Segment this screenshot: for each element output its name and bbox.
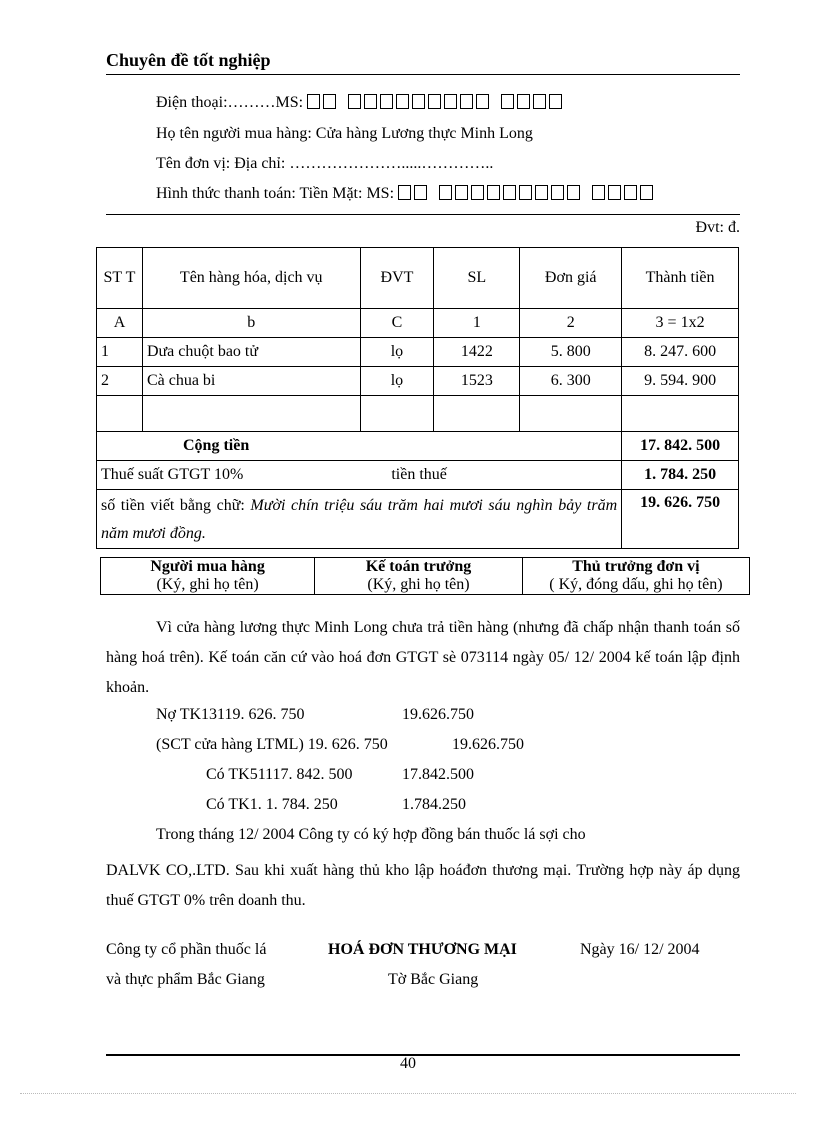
code-name: b: [142, 309, 360, 338]
sum-label: Cộng tiền: [97, 432, 622, 461]
header-unit: ĐVT: [360, 248, 434, 309]
signature-table: [100, 557, 750, 595]
entry-4-a: Có TK1. 1. 784. 250: [206, 796, 338, 813]
signature-director: [522, 558, 749, 595]
entry-3-a: Có TK51117. 842. 500: [206, 766, 353, 783]
tax-value: 1. 784. 250: [622, 461, 739, 490]
row-qty: 1523: [434, 367, 520, 396]
tax-amount-label: tiền thuế: [391, 466, 447, 483]
payment-code-boxes: [398, 185, 656, 205]
header-total: Thành tiền: [622, 248, 739, 309]
signature-title: Thủ trưởng đơn vị: [572, 558, 700, 575]
unit-note: Đvt: đ.: [695, 219, 740, 236]
table-code-row: [97, 309, 739, 338]
header-price: Đơn giá: [520, 248, 622, 309]
page-header-title: Chuyên đề tốt nghiệp: [106, 50, 271, 70]
grand-total: 19. 626. 750: [622, 490, 739, 549]
invoice-table: [96, 247, 739, 549]
unit-address-line: Tên đơn vị: Địa chỉ: ………………….....…………..: [156, 155, 494, 172]
entry-3-b: 17.842.500: [402, 766, 474, 783]
document-subtitle: Tờ Bắc Giang: [388, 971, 479, 988]
table-row: [97, 367, 739, 396]
page-number: 40: [400, 1055, 416, 1072]
paragraph-2-first-line: Trong tháng 12/ 2004 Công ty có ký hợp đồng bán thuốc lá sợi cho: [156, 826, 586, 843]
buyer-line: Họ tên người mua hàng: Cửa hàng Lương thực Minh Long: [156, 125, 533, 142]
company-line-2: và thực phẩm Bắc Giang: [106, 971, 265, 988]
tax-rate-label: Thuế suất GTGT 10%: [101, 466, 244, 483]
info-rule: [106, 214, 740, 215]
header-qty: SL: [434, 248, 520, 309]
code-total: 3 = 1x2: [622, 309, 739, 338]
header-name: Tên hàng hóa, dịch vụ: [142, 248, 360, 309]
header-rule: [106, 74, 740, 75]
row-total: 8. 247. 600: [622, 338, 739, 367]
row-qty: 1422: [434, 338, 520, 367]
header-stt: ST T: [97, 248, 143, 309]
table-header-row: [97, 248, 739, 309]
payment-label: Hình thức thanh toán: Tiền Mặt: MS:: [156, 185, 395, 202]
signature-title: Kế toán trưởng: [365, 558, 472, 575]
sum-value: 17. 842. 500: [622, 432, 739, 461]
page-edge-dotted-line: [20, 1093, 796, 1094]
row-price: 5. 800: [520, 338, 622, 367]
words-label: số tiền viết bằng chữ:: [101, 497, 245, 514]
entry-2-b: 19.626.750: [452, 736, 524, 753]
document-date: Ngày 16/ 12/ 2004: [580, 941, 700, 958]
code-price: 2: [520, 309, 622, 338]
sum-row: [97, 432, 739, 461]
entry-2-a: (SCT cửa hàng LTML) 19. 626. 750: [156, 736, 388, 753]
code-unit: C: [360, 309, 434, 338]
signature-accountant: [315, 558, 523, 595]
words-row: [97, 490, 739, 549]
entry-1-b: 19.626.750: [402, 706, 474, 723]
row-total: 9. 594. 900: [622, 367, 739, 396]
row-price: 6. 300: [520, 367, 622, 396]
paragraph-2-rest: DALVK CO,.LTD. Sau khi xuất hàng thủ kho lập hoáđơn thương mại. Trường hợp này áp dụng thuế GTGT 0% trên doanh thu.: [106, 862, 740, 909]
signature-title: Người mua hàng: [150, 558, 265, 575]
table-row: [97, 338, 739, 367]
phone-label: Điện thoại:………MS:: [156, 94, 304, 111]
signature-buyer: [101, 558, 315, 595]
amount-in-words: [97, 490, 622, 549]
signature-note: ( Ký, đóng dấu, ghi họ tên): [549, 576, 723, 593]
row-stt: 1: [97, 338, 143, 367]
signature-note: (Ký, ghi họ tên): [156, 576, 259, 593]
row-name: Cà chua bi: [142, 367, 360, 396]
empty-row: [97, 396, 739, 432]
paragraph-1: Vì cửa hàng lương thực Minh Long chưa trả tiền hàng (nhưng đã chấp nhận thanh toán số hàng hoá trên). Kế toán căn cứ vào hoá đơn GTGT sè 073114 ngày 05/ 12/ 2004 kế toán lập định khoản.: [106, 619, 740, 696]
tax-labels: [97, 461, 622, 490]
phone-line: [156, 94, 565, 114]
row-name: Dưa chuột bao tử: [142, 338, 360, 367]
code-qty: 1: [434, 309, 520, 338]
payment-line: [156, 185, 656, 205]
company-line-1: Công ty cổ phần thuốc lá: [106, 941, 267, 958]
tax-row: [97, 461, 739, 490]
code-stt: A: [97, 309, 143, 338]
entry-4-b: 1.784.250: [402, 796, 466, 813]
entry-1-a: Nợ TK13119. 626. 750: [156, 706, 305, 723]
tax-code-boxes: [307, 94, 565, 114]
words-text: Mười chín triệu sáu trăm hai mươi sáu nghìn bảy trăm năm mươi đồng.: [101, 497, 618, 542]
row-unit: lọ: [360, 338, 434, 367]
row-unit: lọ: [360, 367, 434, 396]
row-stt: 2: [97, 367, 143, 396]
signature-note: (Ký, ghi họ tên): [367, 576, 470, 593]
document-title: HOÁ ĐƠN THƯƠNG MẠI: [328, 941, 517, 958]
